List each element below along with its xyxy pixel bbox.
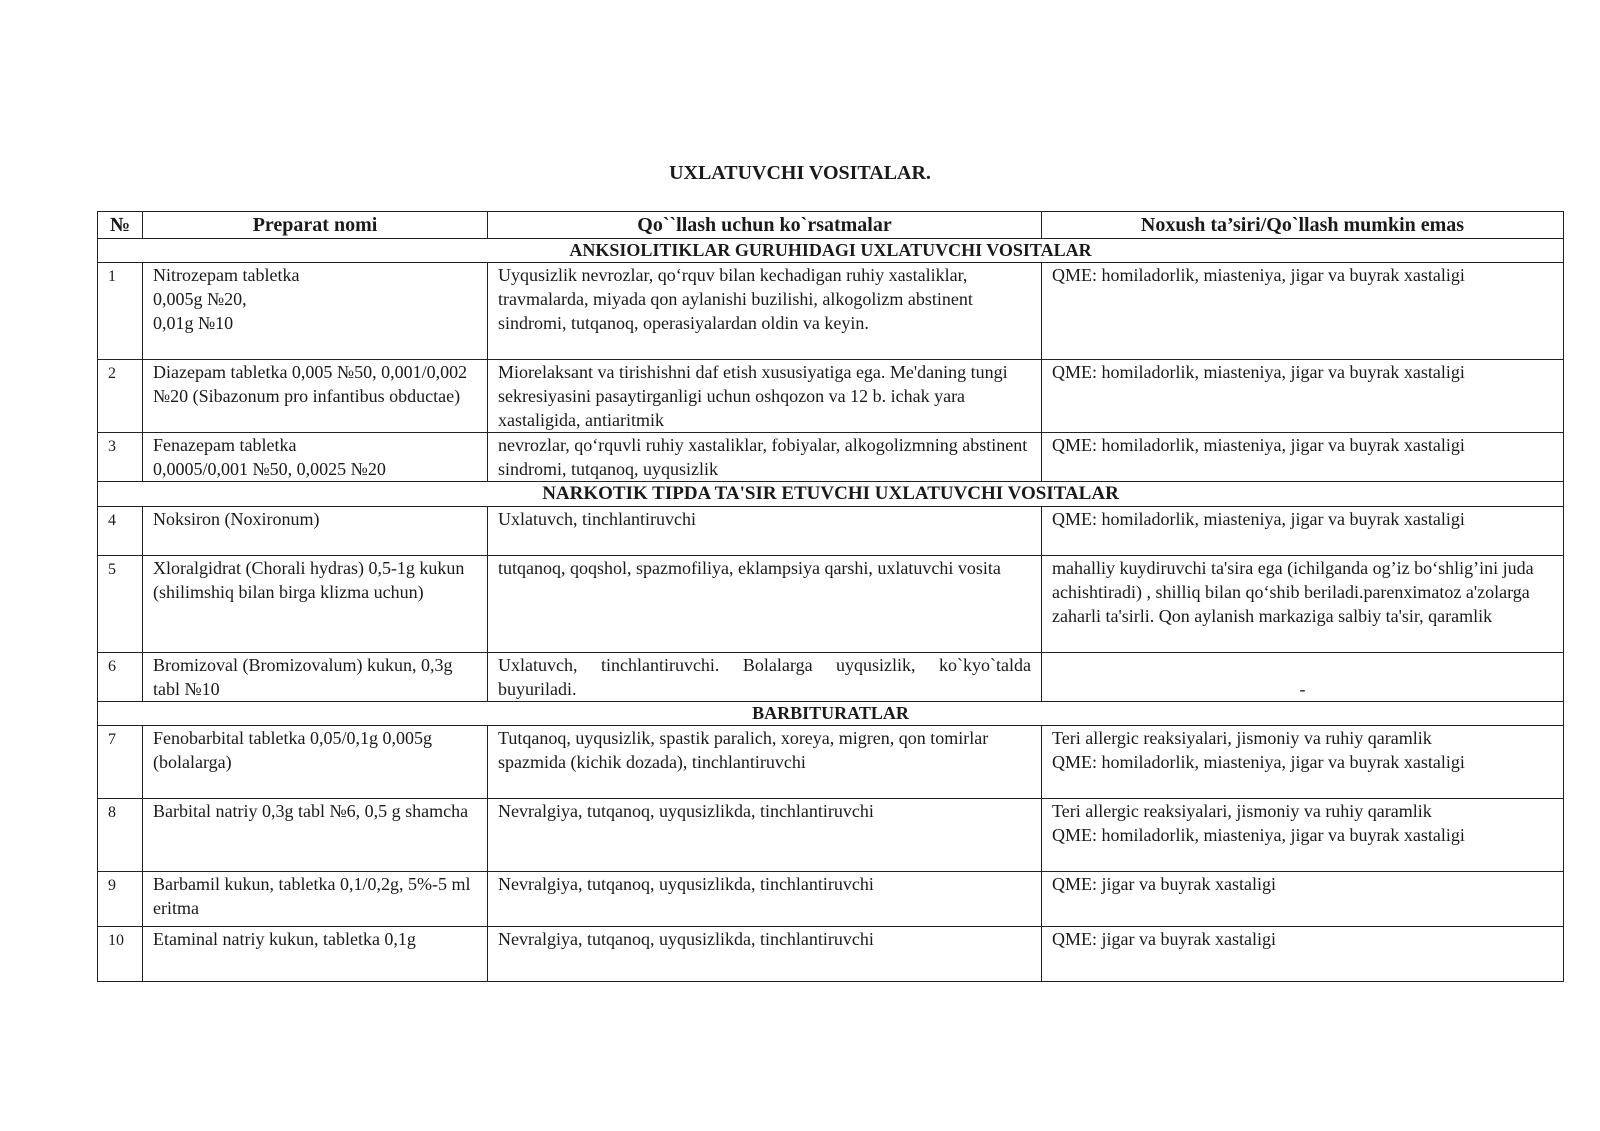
contraindications: QME: homiladorlik, miasteniya, jigar va buyrak xastaligi — [1042, 433, 1564, 482]
row-number: 6 — [98, 653, 143, 702]
preparation-name: Diazepam tabletka 0,005 №50, 0,001/0,002 №20 (Sibazonum pro infantibus obductae) — [143, 360, 488, 433]
section-row-anxiolytic — [98, 239, 1564, 263]
indications: Nevralgiya, tutqanoq, uyqusizlikda, tinchlantiruvchi — [488, 872, 1042, 927]
contraindications: - — [1042, 653, 1564, 702]
row-number: 4 — [98, 507, 143, 556]
indications: Uxlatuvch, tinchlantiruvchi. Bolalarga uyqusizlik, ko`kyo`talda buyuriladi. — [488, 653, 1042, 702]
header-contraindications: Noxush ta’siri/Qo`llash mumkin emas — [1042, 212, 1564, 239]
row-number: 3 — [98, 433, 143, 482]
table-row — [98, 872, 1564, 927]
table-row — [98, 433, 1564, 482]
header-number: № — [98, 212, 143, 239]
table-row — [98, 507, 1564, 556]
indications: Uxlatuvch, tinchlantiruvchi — [488, 507, 1042, 556]
table-row — [98, 726, 1564, 799]
table-row — [98, 927, 1564, 982]
row-number: 8 — [98, 799, 143, 872]
table-row — [98, 263, 1564, 360]
section-title: BARBITURATLAR — [98, 702, 1564, 726]
table-row — [98, 360, 1564, 433]
contraindications: QME: jigar va buyrak xastaligi — [1042, 927, 1564, 982]
contraindications: QME: homiladorlik, miasteniya, jigar va buyrak xastaligi — [1042, 360, 1564, 433]
contraindications: Teri allergic reaksiyalari, jismoniy va ruhiy qaramlik QME: homiladorlik, miasteniya, jigar va buyrak xastaligi — [1042, 799, 1564, 872]
drug-table — [97, 211, 1564, 982]
section-title: ANKSIOLITIKLAR GURUHIDAGI UXLATUVCHI VOSITALAR — [98, 239, 1564, 263]
section-title: NARKOTIK TIPDA TA'SIR ETUVCHI UXLATUVCHI VOSITALAR — [98, 482, 1564, 507]
section-row-narcotic — [98, 482, 1564, 507]
preparation-name: Bromizoval (Bromizovalum) kukun, 0,3g tabl №10 — [143, 653, 488, 702]
row-number: 10 — [98, 927, 143, 982]
row-number: 9 — [98, 872, 143, 927]
row-number: 2 — [98, 360, 143, 433]
section-row-barbiturates — [98, 702, 1564, 726]
contraindications: Teri allergic reaksiyalari, jismoniy va ruhiy qaramlik QME: homiladorlik, miasteniya, jigar va buyrak xastaligi — [1042, 726, 1564, 799]
contraindications: QME: homiladorlik, miasteniya, jigar va buyrak xastaligi — [1042, 263, 1564, 360]
table-row — [98, 653, 1564, 702]
preparation-name: Fenazepam tabletka 0,0005/0,001 №50, 0,0025 №20 — [143, 433, 488, 482]
preparation-name: Fenobarbital tabletka 0,05/0,1g 0,005g (bolalarga) — [143, 726, 488, 799]
contraindications: mahalliy kuydiruvchi ta'sira ega (ichilganda og’iz bo‘shlig’ini juda achishtiradi) , shilliq bilan qo‘shib beriladi.parenximatoz a'zolarga zaharli ta'sirli. Qon aylanish markaziga salbiy ta'sir, qaramlik — [1042, 556, 1564, 653]
preparation-name: Barbital natriy 0,3g tabl №6, 0,5 g shamcha — [143, 799, 488, 872]
preparation-name: Nitrozepam tabletka 0,005g №20, 0,01g №10 — [143, 263, 488, 360]
preparation-name: Barbamil kukun, tabletka 0,1/0,2g, 5%-5 ml eritma — [143, 872, 488, 927]
indications: Nevralgiya, tutqanoq, uyqusizlikda, tinchlantiruvchi — [488, 927, 1042, 982]
indications: Miorelaksant va tirishishni daf etish xususiyatiga ega. Me'daning tungi sekresiyasini pasaytirganligi uchun oshqozon va 12 b. ichak yara xastaligida, antiaritmik — [488, 360, 1042, 433]
indications: Uyqusizlik nevrozlar, qo‘rquv bilan kechadigan ruhiy xastaliklar, travmalarda, miyada qon aylanishi buzilishi, alkogolizm abstinent sindromi, tutqanoq, operasiyalardan oldin va keyin. — [488, 263, 1042, 360]
header-indications: Qo``llash uchun ko`rsatmalar — [488, 212, 1042, 239]
preparation-name: Noksiron (Noxironum) — [143, 507, 488, 556]
indications: tutqanoq, qoqshol, spazmofiliya, eklampsiya qarshi, uxlatuvchi vosita — [488, 556, 1042, 653]
indications: Nevralgiya, tutqanoq, uyqusizlikda, tinchlantiruvchi — [488, 799, 1042, 872]
header-row — [98, 212, 1564, 239]
preparation-name: Etaminal natriy kukun, tabletka 0,1g — [143, 927, 488, 982]
contraindications: QME: jigar va buyrak xastaligi — [1042, 872, 1564, 927]
indications: nevrozlar, qo‘rquvli ruhiy xastaliklar, fobiyalar, alkogolizmning abstinent sindromi, tutqanoq, uyqusizlik — [488, 433, 1042, 482]
preparation-name: Xloralgidrat (Chorali hydras) 0,5-1g kukun (shilimshiq bilan birga klizma uchun) — [143, 556, 488, 653]
row-number: 1 — [98, 263, 143, 360]
contraindications: QME: homiladorlik, miasteniya, jigar va buyrak xastaligi — [1042, 507, 1564, 556]
table-row — [98, 799, 1564, 872]
table-row — [98, 556, 1564, 653]
row-number: 5 — [98, 556, 143, 653]
document-title: UXLATUVCHI VOSITALAR. — [669, 162, 931, 184]
header-preparation-name: Preparat nomi — [143, 212, 488, 239]
indications: Tutqanoq, uyqusizlik, spastik paralich, xoreya, migren, qon tomirlar spazmida (kichik dozada), tinchlantiruvchi — [488, 726, 1042, 799]
row-number: 7 — [98, 726, 143, 799]
